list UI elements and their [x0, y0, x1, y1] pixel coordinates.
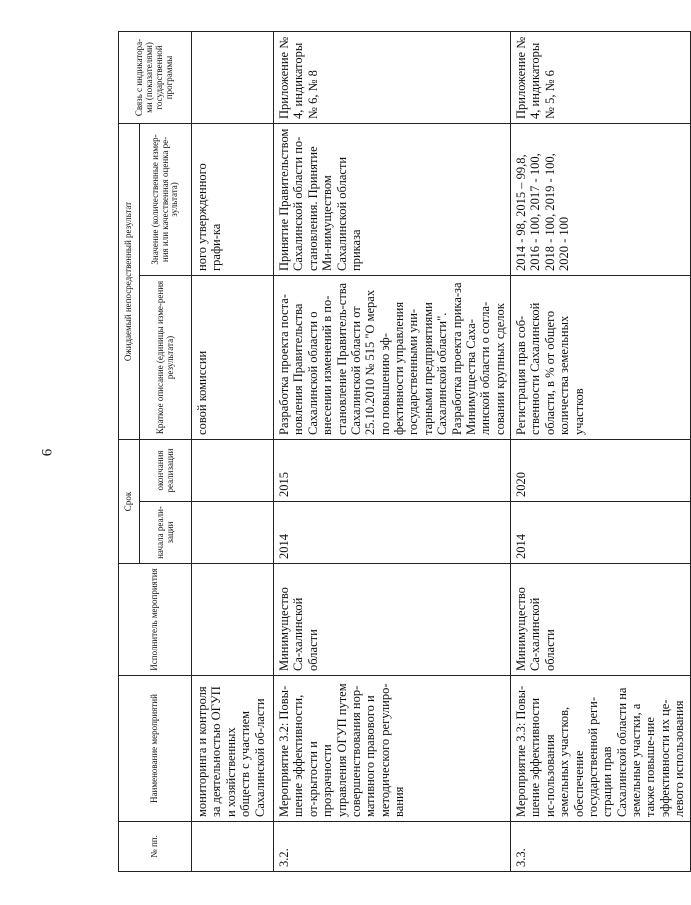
cell-executor: Минимущество Са-халинской области: [511, 564, 691, 676]
cell-executor: Минимущество Са-халинской области: [274, 564, 511, 676]
header-executor: Исполнитель мероприятия: [119, 564, 192, 676]
cell-link: [192, 31, 274, 123]
cell-num: 3.3.: [511, 822, 691, 872]
cell-value: 2014 - 98, 2015 – 99,8, 2016 - 100, 2017 - 100, 2018 - 100, 2019 - 100, 2020 - 100: [511, 123, 691, 275]
table-row: [511, 31, 691, 871]
header-term-start: начала реали-зации: [140, 502, 192, 564]
cell-end: [192, 439, 274, 501]
header-num: № пп.: [119, 822, 192, 872]
cell-num: 3.2.: [274, 822, 511, 872]
cell-num: [192, 822, 274, 872]
cell-start: [192, 502, 274, 564]
cell-start: 2014: [274, 502, 511, 564]
rotated-table-wrapper: [60, 0, 687, 905]
cell-value: ного утвержденного графи-ка: [192, 123, 274, 275]
header-term-end: окончания реализации: [140, 439, 192, 501]
rotated-table: [118, 32, 687, 872]
table-row: [274, 31, 511, 871]
cell-name: Мероприятие 3.2: Повы-шение эффективности, от-крытости и прозрачности управления ОГУП путем совершенствования нор-мативного правового и методического регулиро-вания: [274, 676, 511, 822]
header-name: Наименование мероприятий: [119, 676, 192, 822]
header-link: Связь с индикатора-ми (показателями) государственной программы: [119, 31, 192, 123]
page-number: 6: [39, 448, 56, 457]
measures-table: [118, 31, 691, 872]
cell-end: 2015: [274, 439, 511, 501]
cell-value: Принятие Правительством Сахалинской области по-становления. Принятие Ми-нимуществом Сахалинской области приказа: [274, 123, 511, 275]
cell-desc: Регистрация прав соб-ственности Сахалинской области, в % от общего количества земельных участков: [511, 275, 691, 439]
header-result-value: Значение (количественные измер-ния или качественная оценка ре-зультата): [140, 123, 192, 275]
cell-desc: Разработка проекта поста-новления Правительства Сахалинской области о внесении изменений в по-становление Правитель-ства Сахалинской области от 25.10.2010 № 515 "О мерах по повышению эф-фективности управления государственными уни-тарными предприятиями Сахалинской области". Разработка проекта прика-за Минимущества Саха-линской области о согла-совании крупных сделок: [274, 275, 511, 439]
header-result: Ожидаемый непосредственный результат: [119, 123, 140, 439]
header-term: Срок: [119, 439, 140, 563]
cell-name: мониторинга и контроля за деятельностью ОГУП и хозяйственных обществ с участием Сахалинской об-ласти: [192, 676, 274, 822]
cell-name: Мероприятие 3.3: Повы-шение эффективности ис-пользования земельных участков, обеспечение государственной реги-страции прав Сахалинской области на земельные участки, а также повыше-ние эффективности их це-левого использования: [511, 676, 691, 822]
header-row-1: [119, 31, 140, 871]
cell-executor: [192, 564, 274, 676]
cell-start: 2014: [511, 502, 691, 564]
cell-link: Приложение № 4, индикаторы № 5, № 6: [511, 31, 691, 123]
cell-end: 2020: [511, 439, 691, 501]
header-result-desc: Краткое описание (единицы изме-рения результата): [140, 275, 192, 439]
cell-link: Приложение № 4, индикаторы № 6, № 8: [274, 31, 511, 123]
table-row: [192, 31, 274, 871]
cell-desc: совой комиссии: [192, 275, 274, 439]
